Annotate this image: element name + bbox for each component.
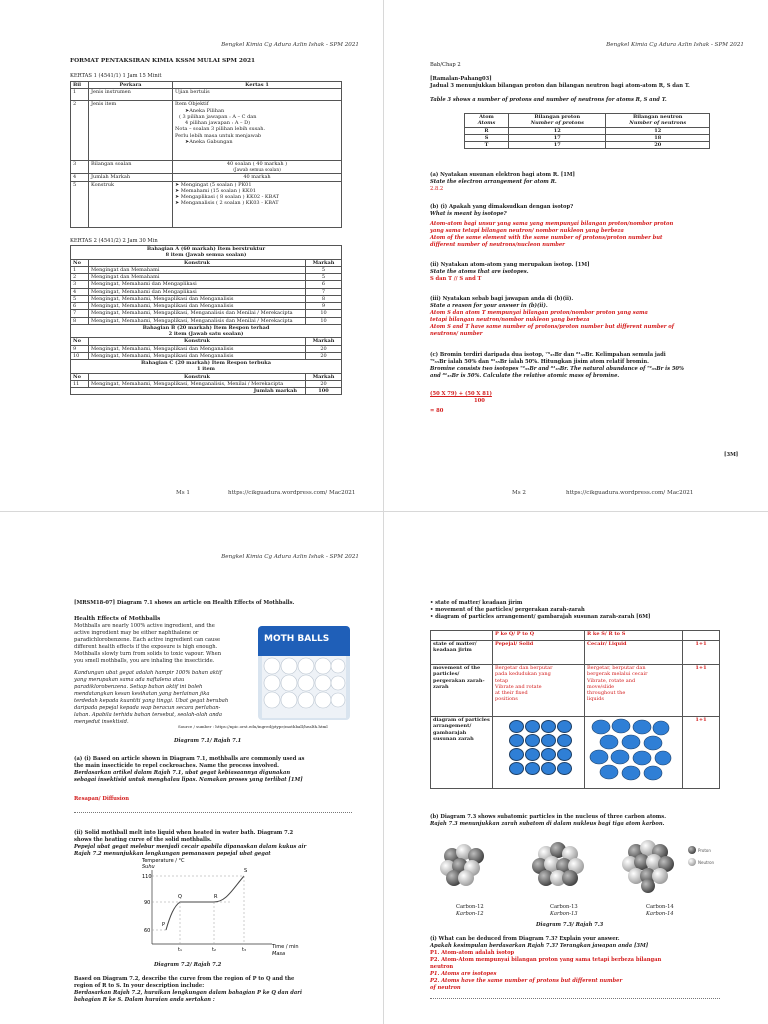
particles-table: [430, 630, 720, 789]
point-p: P: [162, 922, 166, 928]
point-r: R: [214, 894, 218, 900]
heating-curve-graph: [122, 856, 302, 962]
question-c: (c) Bromin terdiri daripada dua isotop, ⁷⁹₃₅Br dan ⁸¹₃₅Br. Kelimpahan semula jadi: [430, 352, 666, 358]
mark-allocation: [3M]: [724, 452, 739, 458]
question-b-i-ms: Apakah kesimpulan berdasarkan Rajah 7.3? Terangkan jawapan anda [3M]: [430, 943, 649, 949]
answer-b-ii: S dan T // S and T: [430, 276, 482, 282]
k2-row: 11 Mengingat, Memahami, Mengaplikasi, Menganalisis, Menilai / Merekacipta 20: [71, 380, 342, 387]
answer-b-i-line: of neutron: [430, 985, 461, 991]
question-b-iii-en: State a reason for your answer in (b)(ii).: [430, 303, 548, 309]
carbon-nuclei-diagram: [430, 834, 720, 904]
particle-legend: [688, 846, 715, 866]
state-pq: Pepejal/ Solid: [493, 641, 585, 665]
question-a-iii-line: region of R to S. In your description include:: [74, 983, 205, 989]
mothballs-balls: [262, 656, 346, 716]
page-header: Bengkel Kimia Cg Adura Azlin Ishak - SPM 2021: [606, 42, 744, 48]
question-intro-en: Table 3 shows a number of protons and number of neutrons for atoms R, S and T.: [430, 97, 667, 103]
answer-b-i-line: yang sama tetapi bilangan neutron/ nombor nukleon yang berbeza: [430, 228, 624, 234]
k1-head-kertas: Kertas 1: [173, 82, 342, 89]
footer-url: https://cikguadura.wordpress.com/ Mac2021: [566, 490, 694, 496]
answer-b-i-line: P1. Atoms are isotopes: [430, 971, 497, 977]
point-s: S: [244, 868, 248, 874]
answer-b-i-line: Atom of the same element with the same number of protons/proton number but: [430, 235, 663, 241]
k2-row: 1 Mengingat dan Memahami 5: [71, 266, 342, 273]
total-label: Jumlah markah: [71, 388, 306, 395]
k2-row: 2 Mengingat dan Memahami 5: [71, 274, 342, 281]
diagram-7-1-caption: Diagram 7.1/ Rajah 7.1: [174, 738, 242, 744]
k2-row: 7 Mengingat, Memahami, Mengaplikasi, Menganalisis dan Menilai / Merekacipta 10: [71, 310, 342, 317]
article-source: Source / sumber : https://npic.orst.edu/ingred/ptype/mothball/health.html: [178, 724, 328, 729]
liquid-particles-diagram: [585, 717, 683, 789]
diagram-7-3-caption: Diagram 7.3/ Rajah 7.3: [536, 922, 604, 928]
k1-head-perkara: Perkara: [89, 82, 173, 89]
diagram-7-2-caption: Diagram 7.2/ Rajah 7.2: [154, 962, 222, 968]
k1-row: 3 Bilangan soalan 40 soalan ( 40 markah ) (Jawab semua soalan): [71, 161, 342, 174]
question-a-i-ms-line: sebagai insektisid untuk menghalau lipas. Namakan proses yang terlibat [1M]: [74, 777, 303, 783]
label-carbon-13: Carbon-13 Karbon-13: [550, 904, 578, 918]
carbon-14-nucleus: [622, 840, 674, 893]
answer-b-i-line: neutron: [430, 964, 454, 970]
question-b-ms: Rajah 7.3 menunjukkan zarah subatom di dalam nukleus bagi tiga atom karbon.: [430, 821, 665, 827]
state-rs: Cecair/ Liquid: [585, 641, 683, 665]
criteria-bullet: • movement of the particles/ pergerakan zarah-zarah: [430, 607, 585, 613]
section-a-title: Bahagian A (60 markah) Item berstruktur 8 item (Jawab semua soalan): [71, 246, 342, 260]
k2-row: 3 Mengingat, Memahami dan Mengaplikasi 6: [71, 281, 342, 288]
neutron-legend-icon: [688, 858, 696, 866]
k2-row: 6 Mengingat, Memahami, Mengaplikasi dan Menganalisis 9: [71, 303, 342, 310]
row-movement: movement of the particles/ pergerakan zarah-zarah: [431, 665, 493, 717]
page-3: Bengkel Kimia Cg Adura Azlin Ishak - SPM 2021 [MRSM18-07] Diagram 7.1 shows an article on Health Effects of Mothballs. Health Effects of Mothballs Mothballs are nearly 100% active ingredient, and the active ingredient may be either naphthalene or paradichlorobenzene. Each active ingredient can cause different health effects if the exposure is high enough. Mothballs slowly turn from solids to toxic vapour. When you smell mothballs, you are inhaling the insecticide. Kandungan ubat gegat adalah hampir 100% bahan aktif yang merupakan sama ada naftalena atau paradiklorobenzena. Setiap bahan aktif ini boleh mendatangkan kesan kesihatan yang berlainan jika terdedah kepada kuantiti yang tinggi. Ubat gegat berubah daripada pepejal kepada wap beracun secara perlahan- lahan. Apabila terhidu bahan tersebut, seolah-olah anda menyedut insektisid. MOTH BALLS Source / sumber : https://npic.orst.edu/ingred/ptype/mothball/health.html Diagram 7.1/ Rajah 7.1 (a) (i) Based on article shown in Diagram 7.1, mothballs are commonly used as the main insecticide to repel cockroaches. Name the process involved. Berdasarkan artikel dalam Rajah 7.1, ubat gegat kebiasaannya digunakan sebagai insektisid untuk menghalau lipas. Namakan proses yang terlibat [1M] Resapan/ Diffusion (ii) Solid mothball melt into liquid when heated in water bath. Diagram 7.2 shows the heating curve of the solid mothballs. Pepejal ubat gegat melebur menjadi cecair apabila dipanaskan dalam kukus air Rajah 7.2 menunjukkan lengkungan pemanasan pepejal ubat gegat Temperature / °C Suhu 110 90 60 P Q R S t₁ t₂ t₃ Time / min Masa Diagram 7.2/ Rajah 7.2 Based on Diagram 7.2, describe the curve from the region of P to Q and the region of R to S. In your description include: Berdasarkan Rajah 7.2, huraikan lengkungan dalam bahagian P ke Q dan dari bahagian R ke S. Dalam huraian anda sertakan :: [0, 512, 384, 1024]
k2-row: 4 Mengingat, Memahami dan Mengaplikasi 7: [71, 288, 342, 295]
answer-c-numerator: (50 X 79) + (50 X 81): [430, 391, 492, 397]
question-a-iii-ms-line: bahagian R ke S. Dalam huraian anda sertakan :: [74, 997, 215, 1003]
answer-b-i-line: P2. Atom-Atom mempunyai bilangan proton yang sama tetapi berbeza bilangan: [430, 957, 662, 963]
kertas2-table: Bahagian A (60 markah) Item berstruktur 8 item (Jawab semua soalan) No Konstruk Markah 1 Mengingat dan Memahami 5 2 Mengingat dan Memahami 5 3 Mengingat, Memahami dan Mengaplikasi 6 4 Mengingat, Memahami dan Mengaplikasi 7 5 Mengingat, Memahami, Mengaplikasi dan Menganalisis 8 6 Mengingat, Memahami, Mengaplikasi dan Menganalisis 9 7 Mengingat, Memahami, Mengaplikasi, Menganalisis dan Menilai / Merekacipta 10 8 Mengingat, Memahami, Mengaplikasi, Menganalisis dan Menilai / Merekacipta 10 Bahagian B (20 markah) Item Respon terhad 2 item (Jawab satu soalan) No Konstruk Markah 9 Mengingat, Memahami, Mengaplikasi dan Menganalisis 20 10 Mengingat, Memahami, Mengaplikasi dan Menganalisis 20 Bahagian C (20 markah) Item Respon terbuka 1 item No Konstruk Markah 11 Mengingat, Memahami, Mengaplikasi, Menganalisis, Menilai / Merekacipta 20 Jumlah markah 100: [70, 245, 342, 395]
question-intro: Jadual 3 menunjukkan bilangan proton dan bilangan neutron bagi atom-atom R, S dan T.: [430, 83, 690, 89]
question-b: (b) Diagram 7.3 shows subatomic particles in the nucleus of three carbon atoms.: [430, 814, 667, 820]
question-a-iii: Based on Diagram 7.2, describe the curve from the region of P to Q and the: [74, 976, 295, 982]
mark-state: 1+1: [683, 641, 720, 665]
question-b-i: (i) What can be deduced from Diagram 7.3? Explain your answer.: [430, 936, 620, 942]
answer-b-iii-line: Atom S and T have same number of protons/proton number but different number of: [430, 324, 674, 330]
k1-row: 5 Konstruk ➤ Mengingat (5 soalan ) PK01 ➤ Memahami (15 soalan ) KK01 ➤ Mengaplikasi ( 8 soalan ) KK02 - KBAT ➤ Menganalisis ( 2 soalan ) KK03 - KBAT: [71, 181, 342, 227]
row-state: state of matter/ keadaan jirim: [431, 641, 493, 665]
page-1: [0, 0, 384, 512]
article-title: Health Effects of Mothballs: [74, 616, 161, 622]
x-tick-t3: t₃: [242, 947, 246, 953]
answer-line: [430, 998, 720, 999]
movement-pq: Bergetar dan berputar pada kedudukan yang tetap Vibrate and rotate at their fixed positions: [493, 665, 585, 717]
y-axis-label-ms: Suhu: [142, 864, 155, 870]
question-b-ii: (ii) Nyatakan atom-atom yang merupakan isotop. [1M]: [430, 262, 590, 268]
answer-b-i: P1. Atom-atom adalah isotop: [430, 950, 515, 956]
page-header: Bengkel Kimia Cg Adura Azlin Ishak - SPM 2021: [221, 42, 359, 48]
label-carbon-14: Carbon-14 Karbon-14: [646, 904, 674, 918]
answer-b-i: Atom-atom bagi unsur yang sama yang mempunyai bilangan proton/nombor proton: [430, 221, 674, 227]
answer-b-i-line: different number of neutrons/nucleon number: [430, 242, 565, 248]
x-tick-t2: t₂: [212, 947, 216, 953]
answer-b-i-line: P2. Atoms have the same number of protons but different number: [430, 978, 623, 984]
footer-url: https://cikguadura.wordpress.com/ Mac2021: [228, 490, 356, 496]
page-number: Ms 2: [512, 490, 526, 496]
carbon-12-nucleus: [440, 844, 484, 886]
question-a-ii: (ii) Solid mothball melt into liquid when heated in water bath. Diagram 7.2: [74, 830, 294, 836]
k2-row: 10 Mengingat, Memahami, Mengaplikasi dan Menganalisis 20: [71, 352, 342, 359]
x-tick-t1: t₁: [178, 947, 182, 953]
answer-c-denominator: 100: [474, 398, 485, 404]
package-label: MOTH BALLS: [264, 634, 330, 644]
answer-a: 2.8.2: [430, 186, 444, 192]
question-a-i-ms: Berdasarkan artikel dalam Rajah 7.1, ubat gegat kebiasaannya digunakan: [74, 770, 291, 776]
k2-row: 9 Mengingat, Memahami, Mengaplikasi dan Menganalisis 20: [71, 345, 342, 352]
legend-proton: Proton: [698, 848, 711, 853]
legend-neutron: Neutron: [698, 860, 715, 865]
section-b-title: Bahagian B (20 markah) Item Respon terhad 2 item (Jawab satu soalan): [71, 324, 342, 338]
question-source: [Ramalan-Pahang03]: [430, 76, 492, 82]
x-axis-label: Time / min: [272, 944, 299, 950]
solid-particles-diagram: [493, 717, 585, 789]
col-p-to-q: P ke Q/ P to Q: [493, 631, 585, 641]
question-a-en: State the electron arrangement for atom R.: [430, 179, 557, 185]
y-tick-90: 90: [144, 900, 151, 906]
question-b-ii-en: State the atoms that are isotopes.: [430, 269, 529, 275]
chapter-label: Bab/Chap 2: [430, 62, 461, 68]
criteria-bullet: • state of matter/ keadaan jirim: [430, 600, 523, 606]
question-a-i: (a) (i) Based on article shown in Diagram 7.1, mothballs are commonly used as: [74, 756, 305, 762]
col-r-to-s: R ke S/ R to S: [585, 631, 683, 641]
kertas1-table: [70, 81, 342, 228]
y-axis-label: Temperature / °C: [142, 858, 185, 864]
movement-rs: Bergetar, berputar dan bergerak melalui cecair Vibrate, rotate and move/slide throughout the liquids: [585, 665, 683, 717]
question-a-ii-line: shows the heating curve of the solid mothballs.: [74, 837, 212, 843]
k1-head-bil: Bil: [71, 82, 89, 89]
question-a: (a) Nyatakan susunan elektron bagi atom R. [1M]: [430, 172, 575, 178]
answer-b-iii-line: tetapi bilangan neutron/nombor nukleon yang berbeza: [430, 317, 590, 323]
question-b-i: (b) (i) Apakah yang dimaksudkan dengan isotop?: [430, 204, 574, 210]
point-q: Q: [178, 894, 182, 900]
k1-row: 2 Jenis item Item Objektif ➤Aneka Pilihan ( 3 pilihan jawapan : A – C dan 4 pilihan jawapan : A – D) Nota – soalan 3 pilihan lebih susah. Perlu lebih masa untuk menjawab ➤Aneka Gabungan: [71, 101, 342, 161]
question-a-ii-ms: Pepejal ubat gegat melebur menjadi cecair apabila dipanaskan dalam kukus air: [74, 844, 307, 850]
y-tick-110: 110: [142, 874, 152, 880]
question-c-en-line: and ⁸¹₃₅Br is 50%. Calculate the relative atomic mass of bromine.: [430, 373, 620, 379]
label-carbon-12: Carbon-12 Karbon-12: [456, 904, 484, 918]
question-a-iii-ms: Berdasarkan Rajah 7.2, huraikan lengkungan dalam bahagian P ke Q dan dari: [74, 990, 302, 996]
heating-curve: [166, 876, 244, 930]
answer-line: [74, 812, 352, 813]
k2-row: 5 Mengingat, Memahami, Mengaplikasi dan Menganalisis 8: [71, 295, 342, 302]
page-number: Ms 1: [176, 490, 190, 496]
question-b-i-en: What is meant by isotope?: [430, 211, 507, 217]
page-header: Bengkel Kimia Cg Adura Azlin Ishak - SPM 2021: [221, 554, 359, 560]
question-c-line: ⁷⁹₃₅Br ialah 50% dan ⁸¹₃₅Br ialah 50%. Hitungkan jisim atom relatif bromin.: [430, 359, 649, 365]
carbon-13-nucleus: [532, 842, 584, 886]
k1-row: 4 Jumlah Markah 40 markah: [71, 174, 342, 181]
answer-b-iii: Atom S dan atom T mempunyai bilangan proton/nombor proton yang sama: [430, 310, 648, 316]
question-a-ii-ms-line: Rajah 7.2 menunjukkan lengkungan pemanasan pepejal ubat gegat: [74, 851, 271, 857]
page-title: FORMAT PENTAKSIRAN KIMIA KSSM MULAI SPM 2021: [70, 58, 256, 64]
question-a-i-line: the main insecticide to repel cockroaches. Name the process involved.: [74, 763, 279, 769]
answer-b-iii-line: neutrons/ number: [430, 331, 483, 337]
answer-c-result: = 80: [430, 408, 444, 414]
question-source: [MRSM18-07] Diagram 7.1 shows an article on Health Effects of Mothballs.: [74, 600, 295, 606]
mark-movement: 1+1: [683, 665, 720, 717]
answer-a-i: Resapan/ Diffusion: [74, 796, 129, 802]
mark-diagram: 1+1: [683, 717, 720, 789]
question-c-en: Bromine consists two isotopes ⁷⁹₃₅Br and ⁸¹₃₅Br. The natural abundance of ⁷⁹₃₅Br is 50%: [430, 366, 684, 372]
k2-caption: KERTAS 2 (4541/2) 2 Jam 30 Min: [70, 238, 158, 244]
y-tick-60: 60: [144, 928, 151, 934]
total-value: 100: [306, 388, 342, 395]
section-c-title: Bahagian C (20 markah) Item Respon terbuka 1 item: [71, 360, 342, 374]
k1-row: 1 Jenis instrumen Ujian bertulis: [71, 89, 342, 101]
k1-caption: KERTAS 1 (4541/1) 1 Jam 15 Minit: [70, 73, 162, 79]
page-4: [384, 512, 768, 1024]
page-2: [384, 0, 768, 512]
proton-legend-icon: [688, 846, 696, 854]
question-b-iii: (iii) Nyatakan sebab bagi jawapan anda di (b)(ii).: [430, 296, 574, 302]
x-axis-label-ms: Masa: [272, 951, 286, 957]
atoms-table: Atom Atoms Bilangan proton Number of protons Bilangan neutron Number of neutrons R 12 12 S 17 18 T 17 20: [464, 113, 710, 149]
row-diagram: diagram of particles arrangement/ gambarajah susunan zarah: [431, 717, 493, 789]
k2-row: 8 Mengingat, Memahami, Mengaplikasi, Menganalisis dan Menilai / Merekacipta 10: [71, 317, 342, 324]
criteria-bullet: • diagram of particles arrangement/ gambarajah susunan zarah-zarah [6M]: [430, 614, 651, 620]
